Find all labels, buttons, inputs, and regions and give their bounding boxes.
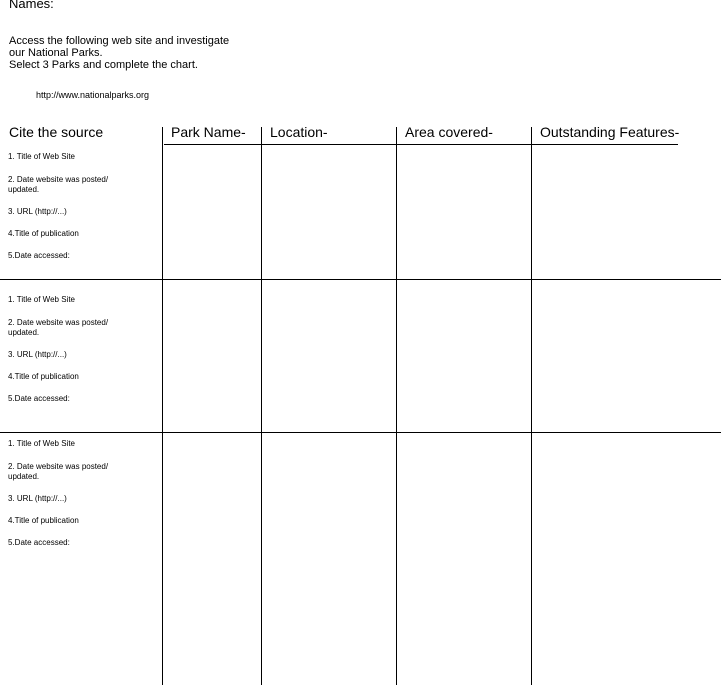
cite-item: 4.Title of publication (8, 516, 79, 525)
cite-item: 5.Date accessed: (8, 394, 70, 403)
row-divider-line (0, 279, 721, 280)
column-header-location: Location- (270, 124, 328, 140)
cite-item: 1. Title of Web Site (8, 152, 75, 161)
column-divider-line (396, 127, 397, 685)
column-divider-line (261, 127, 262, 685)
cite-item: 2. Date website was posted/ updated. (8, 318, 109, 337)
row-divider-line (0, 432, 721, 433)
cite-item: 3. URL (http://...) (8, 207, 67, 216)
cite-item: 2. Date website was posted/ updated. (8, 175, 109, 194)
cite-item: 3. URL (http://...) (8, 350, 67, 359)
website-url: http://www.nationalparks.org (36, 90, 150, 100)
column-header-park-name: Park Name- (171, 124, 246, 140)
column-divider-line (162, 127, 163, 685)
column-header-area: Area covered- (405, 124, 493, 140)
column-header-features: Outstanding Features- (540, 124, 680, 140)
cite-item: 5.Date accessed: (8, 251, 70, 260)
cite-item: 4.Title of publication (8, 372, 79, 381)
instruction-line: Select 3 Parks and complete the chart. (9, 59, 198, 71)
instruction-line: Access the following web site and investigate (9, 35, 230, 47)
cite-item: 4.Title of publication (8, 229, 79, 238)
cite-item: 3. URL (http://...) (8, 494, 67, 503)
cite-item: 2. Date website was posted/ updated. (8, 462, 109, 481)
instructions (9, 35, 229, 71)
instruction-line: our National Parks. (9, 47, 103, 59)
cite-item: 5.Date accessed: (8, 538, 70, 547)
cite-item: 1. Title of Web Site (8, 439, 75, 448)
cite-item: 1. Title of Web Site (8, 295, 75, 304)
column-divider-line (531, 127, 532, 685)
header-divider-line (164, 144, 678, 145)
names-label: Names: (9, 0, 54, 11)
column-header-cite: Cite the source (9, 124, 104, 140)
